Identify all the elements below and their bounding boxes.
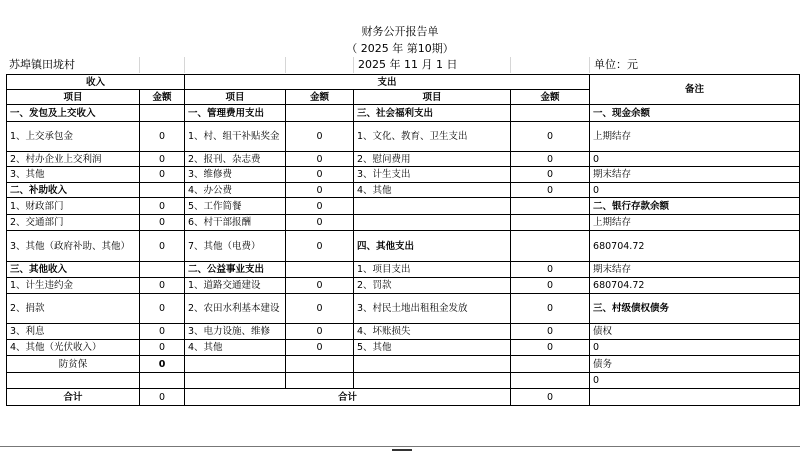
- finance-table: [6, 74, 800, 406]
- item-cell: 1、道路交通建设: [185, 278, 286, 294]
- item-cell: 三、其他收入: [7, 262, 140, 278]
- remark-cell: 680704.72: [590, 231, 800, 262]
- amount-cell: [286, 262, 354, 278]
- amount-cell: 0: [140, 278, 185, 294]
- item-cell: 3、其他（政府补助、其他）: [7, 231, 140, 262]
- item-cell: 4、其他: [354, 183, 511, 198]
- item-cell: [7, 373, 140, 389]
- amount-cell: [140, 183, 185, 198]
- table-row: [7, 262, 800, 278]
- grid-line: [510, 57, 511, 73]
- column-header-amount: 金额: [140, 90, 185, 105]
- item-cell: 4、办公费: [185, 183, 286, 198]
- table-row: [7, 183, 800, 198]
- item-cell: 2、报刊、杂志费: [185, 152, 286, 167]
- item-cell: [354, 373, 511, 389]
- item-cell: 3、村民土地出租租金发放: [354, 294, 511, 324]
- table-row: [7, 198, 800, 215]
- item-cell: 6、村干部报酬: [185, 215, 286, 231]
- item-cell: [185, 356, 286, 373]
- amount-cell: [511, 105, 590, 122]
- amount-cell: 0: [140, 198, 185, 215]
- amount-cell: 0: [511, 152, 590, 167]
- amount-cell: 0: [286, 198, 354, 215]
- total-row: [7, 389, 800, 406]
- amount-cell: 0: [140, 215, 185, 231]
- item-cell: 2、农田水利基本建设: [185, 294, 286, 324]
- item-cell: 4、其他（光伏收入）: [7, 340, 140, 356]
- item-cell: 三、社会福利支出: [354, 105, 511, 122]
- item-cell: 2、罚款: [354, 278, 511, 294]
- item-cell: 二、补助收入: [7, 183, 140, 198]
- table-row: [7, 167, 800, 183]
- income-header: 收入: [7, 75, 185, 90]
- item-cell: 一、发包及上交收入: [7, 105, 140, 122]
- item-cell: 一、管理费用支出: [185, 105, 286, 122]
- column-header-amount: 金额: [286, 90, 354, 105]
- amount-cell: 0: [511, 294, 590, 324]
- table-row: [7, 215, 800, 231]
- item-cell: 1、计生违约金: [7, 278, 140, 294]
- amount-cell: 0: [286, 215, 354, 231]
- income-total-label: 合计: [7, 389, 140, 406]
- grid-line: [184, 57, 185, 73]
- table-row: [7, 324, 800, 340]
- amount-cell: [511, 373, 590, 389]
- expense-header: 支出: [185, 75, 590, 90]
- amount-cell: 0: [140, 152, 185, 167]
- amount-cell: [511, 356, 590, 373]
- amount-cell: 0: [511, 340, 590, 356]
- amount-cell: 0: [286, 152, 354, 167]
- remark-cell: 0: [590, 152, 800, 167]
- remark-cell: [590, 389, 800, 406]
- grid-line: [589, 57, 590, 73]
- remark-cell: 680704.72: [590, 278, 800, 294]
- table-row: [7, 152, 800, 167]
- village-name: 苏埠镇田垅村: [9, 58, 75, 71]
- remark-cell: 0: [590, 340, 800, 356]
- grid-line: [285, 57, 286, 73]
- column-header-item: 项目: [7, 90, 140, 105]
- table-row: [7, 122, 800, 152]
- amount-cell: 0: [140, 167, 185, 183]
- grid-line: [139, 57, 140, 73]
- table-row: [7, 278, 800, 294]
- remark-cell: 上期结存: [590, 215, 800, 231]
- report-period: （ 2025 年 第10期）: [346, 42, 454, 55]
- amount-cell: 0: [286, 294, 354, 324]
- income-total-value: 0: [140, 389, 185, 406]
- table-row: [7, 373, 800, 389]
- amount-cell: [140, 262, 185, 278]
- item-cell: 1、村、组干补贴奖金: [185, 122, 286, 152]
- column-header-item: 项目: [354, 90, 511, 105]
- amount-cell: 0: [140, 294, 185, 324]
- item-cell: 防贫保: [7, 356, 140, 373]
- amount-cell: [140, 373, 185, 389]
- amount-cell: 0: [140, 122, 185, 152]
- item-cell: 5、工作简餐: [185, 198, 286, 215]
- report-title: 财务公开报告单: [361, 25, 439, 38]
- amount-cell: 0: [511, 183, 590, 198]
- amount-cell: [286, 373, 354, 389]
- item-cell: 3、电力设施、维修: [185, 324, 286, 340]
- table-row: [7, 294, 800, 324]
- remark-cell: 0: [590, 373, 800, 389]
- amount-cell: 0: [140, 340, 185, 356]
- amount-cell: 0: [286, 167, 354, 183]
- report-date: 2025 年 11 月 1 日: [358, 58, 458, 71]
- remark-cell: 债务: [590, 356, 800, 373]
- item-cell: [354, 356, 511, 373]
- item-cell: 4、坏账损失: [354, 324, 511, 340]
- amount-cell: [511, 215, 590, 231]
- item-cell: 2、慰问费用: [354, 152, 511, 167]
- item-cell: 2、捐款: [7, 294, 140, 324]
- remark-cell: 上期结存: [590, 122, 800, 152]
- remark-cell: 债权: [590, 324, 800, 340]
- item-cell: 3、利息: [7, 324, 140, 340]
- grid-line: [353, 57, 354, 73]
- sheet-bottom-divider: [0, 446, 800, 447]
- table-row: [7, 340, 800, 356]
- amount-cell: 0: [511, 278, 590, 294]
- item-cell: 二、公益事业支出: [185, 262, 286, 278]
- table-row: [7, 356, 800, 373]
- amount-cell: [286, 356, 354, 373]
- amount-cell: 0: [286, 324, 354, 340]
- remark-cell: 三、村级债权债务: [590, 294, 800, 324]
- remark-cell: 期末结存: [590, 167, 800, 183]
- item-cell: 四、其他支出: [354, 231, 511, 262]
- table-row: [7, 231, 800, 262]
- remark-cell: 二、银行存款余额: [590, 198, 800, 215]
- item-cell: 7、其他（电费）: [185, 231, 286, 262]
- table-row: [7, 105, 800, 122]
- amount-cell: 0: [511, 122, 590, 152]
- amount-cell: 0: [140, 231, 185, 262]
- column-header-item: 项目: [185, 90, 286, 105]
- sheet-tab-marker: [392, 449, 412, 451]
- item-cell: 2、村办企业上交利润: [7, 152, 140, 167]
- remark-cell: 0: [590, 183, 800, 198]
- amount-cell: 0: [511, 324, 590, 340]
- item-cell: 3、计生支出: [354, 167, 511, 183]
- amount-cell: 0: [286, 278, 354, 294]
- item-cell: 5、其他: [354, 340, 511, 356]
- amount-cell: 0: [140, 324, 185, 340]
- amount-cell: 0: [140, 356, 185, 373]
- amount-cell: [511, 231, 590, 262]
- item-cell: [354, 215, 511, 231]
- item-cell: 1、财政部门: [7, 198, 140, 215]
- expense-total-value: 0: [511, 389, 590, 406]
- item-cell: 2、交通部门: [7, 215, 140, 231]
- expense-total-label: 合计: [185, 389, 511, 406]
- amount-cell: 0: [286, 340, 354, 356]
- item-cell: 3、维修费: [185, 167, 286, 183]
- amount-cell: [140, 105, 185, 122]
- item-cell: 4、其他: [185, 340, 286, 356]
- remark-cell: 期末结存: [590, 262, 800, 278]
- amount-cell: 0: [511, 167, 590, 183]
- item-cell: 1、文化、教育、卫生支出: [354, 122, 511, 152]
- column-header-amount: 金额: [511, 90, 590, 105]
- amount-cell: 0: [511, 262, 590, 278]
- item-cell: 3、其他: [7, 167, 140, 183]
- remark-header: 备注: [590, 75, 800, 105]
- amount-cell: 0: [286, 122, 354, 152]
- item-cell: [185, 373, 286, 389]
- amount-cell: 0: [286, 183, 354, 198]
- amount-cell: [286, 105, 354, 122]
- item-cell: [354, 198, 511, 215]
- item-cell: 1、上交承包金: [7, 122, 140, 152]
- amount-cell: [511, 198, 590, 215]
- item-cell: 1、项目支出: [354, 262, 511, 278]
- remark-cell: 一、现金余额: [590, 105, 800, 122]
- amount-cell: 0: [286, 231, 354, 262]
- unit-label: 单位：元: [594, 58, 638, 71]
